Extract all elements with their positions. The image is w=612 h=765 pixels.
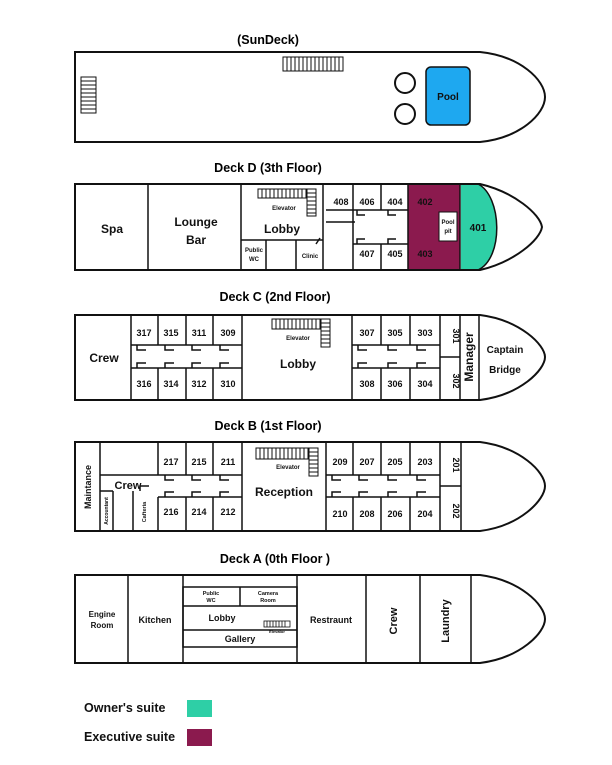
label-deck-c-elevator: Elevator [286, 336, 310, 342]
label-deck-a-restraunt: Restraunt [309, 615, 353, 625]
label-deck-c-316: 316 [136, 379, 152, 389]
label-deck-c-311: 311 [191, 328, 207, 338]
label-deck-c-314: 314 [163, 379, 179, 389]
label-deck-b-elevator: Elevator [276, 465, 300, 471]
label-deck-c-captain: Captain [486, 345, 524, 356]
label-deck-d-lounge: Lounge [174, 215, 218, 229]
label-deck-b-212: 212 [220, 507, 236, 517]
label-deck-a-elevator: Elevator [269, 629, 285, 634]
label-deck-a-kitchen: Kitchen [138, 615, 172, 625]
label-deck-b-204: 204 [417, 509, 433, 519]
label-deck-d-407: 407 [359, 249, 375, 259]
label-deck-b-cafteria: Cafteria [142, 501, 148, 523]
label-deck-b-208: 208 [359, 509, 375, 519]
label-deck-a-gallery: Gallery [224, 634, 256, 644]
deck-c-elevator [272, 319, 330, 347]
deck-title-deck-a: Deck A (0th Floor ) [219, 552, 331, 566]
label-deck-c-305: 305 [387, 328, 403, 338]
label-deck-d-elevator: Elevator [272, 206, 296, 212]
label-deck-d-408: 408 [333, 197, 349, 207]
label-deck-c-307: 307 [359, 328, 375, 338]
label-deck-b-accountant: Accountant [104, 497, 110, 525]
label-deck-a-public: Public [202, 591, 220, 597]
sundeck-vent-top [283, 57, 343, 71]
label-deck-c-303: 303 [417, 328, 433, 338]
label-deck-d-404: 404 [387, 197, 403, 207]
label-deck-d-402: 402 [417, 197, 433, 207]
legend-executive-suite-swatch [187, 729, 212, 746]
label-deck-a-crew: Crew [388, 607, 400, 635]
label-deck-d-405: 405 [387, 249, 403, 259]
label-deck-d-403: 403 [417, 249, 433, 259]
label-deck-a-wc: WC [206, 598, 216, 604]
label-deck-b-reception: Reception [254, 485, 314, 499]
label-deck-b-205: 205 [387, 457, 403, 467]
deck-b-elevator [256, 448, 318, 476]
label-deck-c-312: 312 [191, 379, 207, 389]
label-sundeck-pool: Pool [437, 92, 459, 103]
deck-title-deck-d: Deck D (3th Floor) [214, 161, 322, 175]
label-deck-a-camera-room: Room [260, 598, 276, 604]
label-deck-a-lobby: Lobby [208, 613, 236, 623]
label-deck-c-310: 310 [220, 379, 236, 389]
deck-title-deck-b: Deck B (1st Floor) [214, 419, 322, 433]
label-deck-d-lobby: Lobby [264, 222, 300, 236]
label-deck-b-210: 210 [332, 509, 348, 519]
label-deck-d-401: 401 [469, 223, 487, 234]
label-deck-d-pit: pit [444, 229, 452, 235]
label-deck-b-206: 206 [387, 509, 403, 519]
label-deck-b-217: 217 [163, 457, 179, 467]
label-deck-c-301: 301 [451, 328, 461, 344]
label-deck-c-315: 315 [163, 328, 179, 338]
label-deck-c-317: 317 [136, 328, 152, 338]
label-deck-d-clinic: Clinic [301, 254, 319, 260]
label-deck-b-211: 211 [220, 457, 236, 467]
label-deck-c-308: 308 [359, 379, 375, 389]
label-deck-d-spa: Spa [100, 222, 124, 236]
label-deck-c-309: 309 [220, 328, 236, 338]
label-deck-c-304: 304 [417, 379, 433, 389]
label-deck-c-crew: Crew [89, 351, 119, 365]
sundeck-hot-tub-2 [395, 104, 415, 124]
label-deck-b-crew: Crew [114, 480, 142, 492]
label-deck-a-camera: Camera [257, 591, 279, 597]
legend-owners-suite-label: Owner's suite [84, 701, 166, 715]
label-deck-c-lobby: Lobby [280, 357, 316, 371]
legend-executive-suite-label: Executive suite [84, 730, 176, 744]
label-deck-b-202: 202 [451, 503, 461, 519]
label-deck-b-216: 216 [163, 507, 179, 517]
label-deck-a-engine: Engine [88, 610, 116, 619]
deck-a-elevator [264, 621, 290, 627]
label-deck-b-maintance: Maintance [83, 464, 93, 510]
sundeck-vent-left [81, 77, 96, 113]
label-deck-c-302: 302 [451, 373, 461, 389]
label-deck-b-203: 203 [417, 457, 433, 467]
label-deck-b-201: 201 [451, 457, 461, 473]
label-deck-b-214: 214 [191, 507, 207, 517]
deck-title-sundeck: (SunDeck) [237, 33, 299, 47]
label-deck-c-manager: Manager [462, 332, 476, 382]
deck-title-deck-c: Deck C (2nd Floor) [219, 290, 331, 304]
deck-d-pool-pit [439, 212, 457, 241]
label-deck-b-209: 209 [332, 457, 348, 467]
label-deck-d-bar: Bar [185, 233, 207, 247]
label-deck-a-engine-room: Room [90, 621, 114, 630]
label-deck-d-public: Public [244, 248, 264, 254]
label-deck-d-406: 406 [359, 197, 375, 207]
label-deck-c-306: 306 [387, 379, 403, 389]
legend-owners-suite-swatch [187, 700, 212, 717]
label-deck-d-wc: WC [249, 257, 259, 263]
deck-a-walls [128, 575, 471, 663]
label-deck-b-207: 207 [359, 457, 375, 467]
label-deck-d-pool: Pool [441, 220, 455, 226]
label-deck-a-laundry: Laundry [440, 599, 452, 643]
sundeck-hot-tub-1 [395, 73, 415, 93]
label-deck-b-215: 215 [191, 457, 207, 467]
label-deck-c-bridge: Bridge [489, 365, 521, 376]
